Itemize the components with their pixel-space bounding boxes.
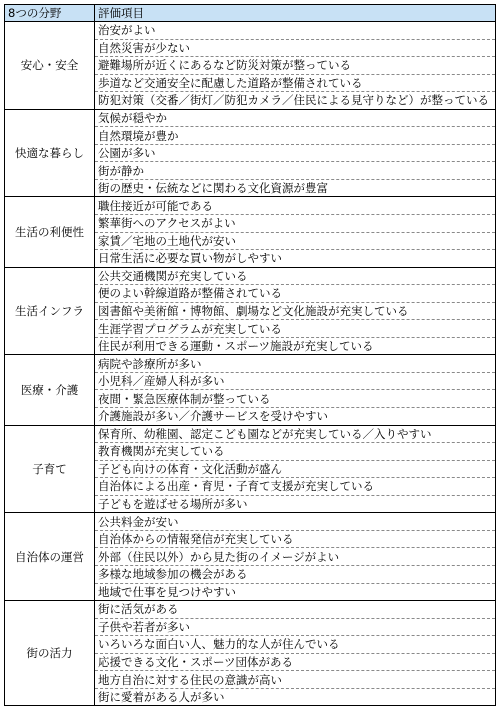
evaluation-item-cell: 多様な地域参加の機会がある: [95, 565, 496, 583]
evaluation-item-cell: 自治体からの情報発信が充実している: [95, 530, 496, 548]
table-body: [5, 22, 496, 706]
category-cell: 自治体の運営: [5, 513, 95, 601]
evaluation-item-cell: 便のよい幹線道路が整備されている: [95, 285, 496, 303]
evaluation-item-cell: 外部（住民以外）から見た街のイメージがよい: [95, 548, 496, 566]
evaluation-item-cell: 公園が多い: [95, 144, 496, 162]
evaluation-item-cell: 図書館や美術館・博物館、劇場など文化施設が充実している: [95, 302, 496, 320]
evaluation-item-cell: 街が静か: [95, 162, 496, 180]
evaluation-item-cell: 治安がよい: [95, 22, 496, 40]
evaluation-item-cell: 病院や診療所が多い: [95, 355, 496, 373]
evaluation-table: [4, 4, 496, 706]
table-row: [5, 197, 496, 215]
header-category: 8つの分野: [5, 5, 95, 22]
evaluation-item-cell: 公共料金が安い: [95, 513, 496, 531]
evaluation-item-cell: 家賃／宅地の土地代が安い: [95, 232, 496, 250]
evaluation-item-cell: 自然災害が少ない: [95, 39, 496, 57]
category-cell: 医療・介護: [5, 355, 95, 425]
table-row: [5, 267, 496, 285]
evaluation-item-cell: 歩道など交通安全に配慮した道路が整備されている: [95, 74, 496, 92]
header-items: 評価項目: [95, 5, 496, 22]
evaluation-item-cell: 街に活気がある: [95, 601, 496, 619]
evaluation-item-cell: 街の歴史・伝統などに関わる文化資源が豊富: [95, 179, 496, 197]
evaluation-item-cell: 繁華街へのアクセスがよい: [95, 215, 496, 233]
evaluation-item-cell: 自治体による出産・育児・子育て支援が充実している: [95, 478, 496, 496]
evaluation-item-cell: 防犯対策（交番／街灯／防犯カメラ／住民による見守りなど）が整っている: [95, 92, 496, 110]
evaluation-item-cell: 避難場所が近くにあるなど防災対策が整っている: [95, 57, 496, 75]
category-cell: 生活インフラ: [5, 267, 95, 355]
evaluation-item-cell: 応援できる文化・スポーツ団体がある: [95, 653, 496, 671]
category-cell: 子育て: [5, 425, 95, 513]
evaluation-item-cell: 公共交通機関が充実している: [95, 267, 496, 285]
evaluation-item-cell: 夜間・緊急医療体制が整っている: [95, 390, 496, 408]
evaluation-item-cell: 介護施設が多い／介護サービスを受けやすい: [95, 408, 496, 426]
table-row: [5, 355, 496, 373]
category-cell: 快適な暮らし: [5, 109, 95, 197]
evaluation-item-cell: 教育機関が充実している: [95, 443, 496, 461]
evaluation-item-cell: 子どもを遊ばせる場所が多い: [95, 495, 496, 513]
evaluation-item-cell: 日常生活に必要な買い物がしやすい: [95, 250, 496, 268]
header-row: [5, 5, 496, 22]
table-row: [5, 22, 496, 40]
evaluation-item-cell: 職住接近が可能である: [95, 197, 496, 215]
evaluation-item-cell: 子供や若者が多い: [95, 618, 496, 636]
evaluation-item-cell: 保育所、幼稚園、認定こども園などが充実している／入りやすい: [95, 425, 496, 443]
table-row: [5, 513, 496, 531]
table-row: [5, 425, 496, 443]
evaluation-item-cell: 街に愛着がある人が多い: [95, 688, 496, 706]
category-cell: 生活の利便性: [5, 197, 95, 267]
evaluation-item-cell: 地方自治に対する住民の意識が高い: [95, 671, 496, 689]
evaluation-item-cell: 子ども向けの体育・文化活動が盛ん: [95, 460, 496, 478]
evaluation-item-cell: 気候が穏やか: [95, 109, 496, 127]
table-row: [5, 109, 496, 127]
evaluation-item-cell: 住民が利用できる運動・スポーツ施設が充実している: [95, 337, 496, 355]
category-cell: 安心・安全: [5, 22, 95, 110]
evaluation-item-cell: 生涯学習プログラムが充実している: [95, 320, 496, 338]
evaluation-item-cell: いろいろな面白い人、魅力的な人が住んでいる: [95, 636, 496, 654]
evaluation-item-cell: 自然環境が豊か: [95, 127, 496, 145]
table-row: [5, 601, 496, 619]
category-cell: 街の活力: [5, 601, 95, 706]
evaluation-item-cell: 地域で仕事を見つけやすい: [95, 583, 496, 601]
evaluation-item-cell: 小児科／産婦人科が多い: [95, 372, 496, 390]
